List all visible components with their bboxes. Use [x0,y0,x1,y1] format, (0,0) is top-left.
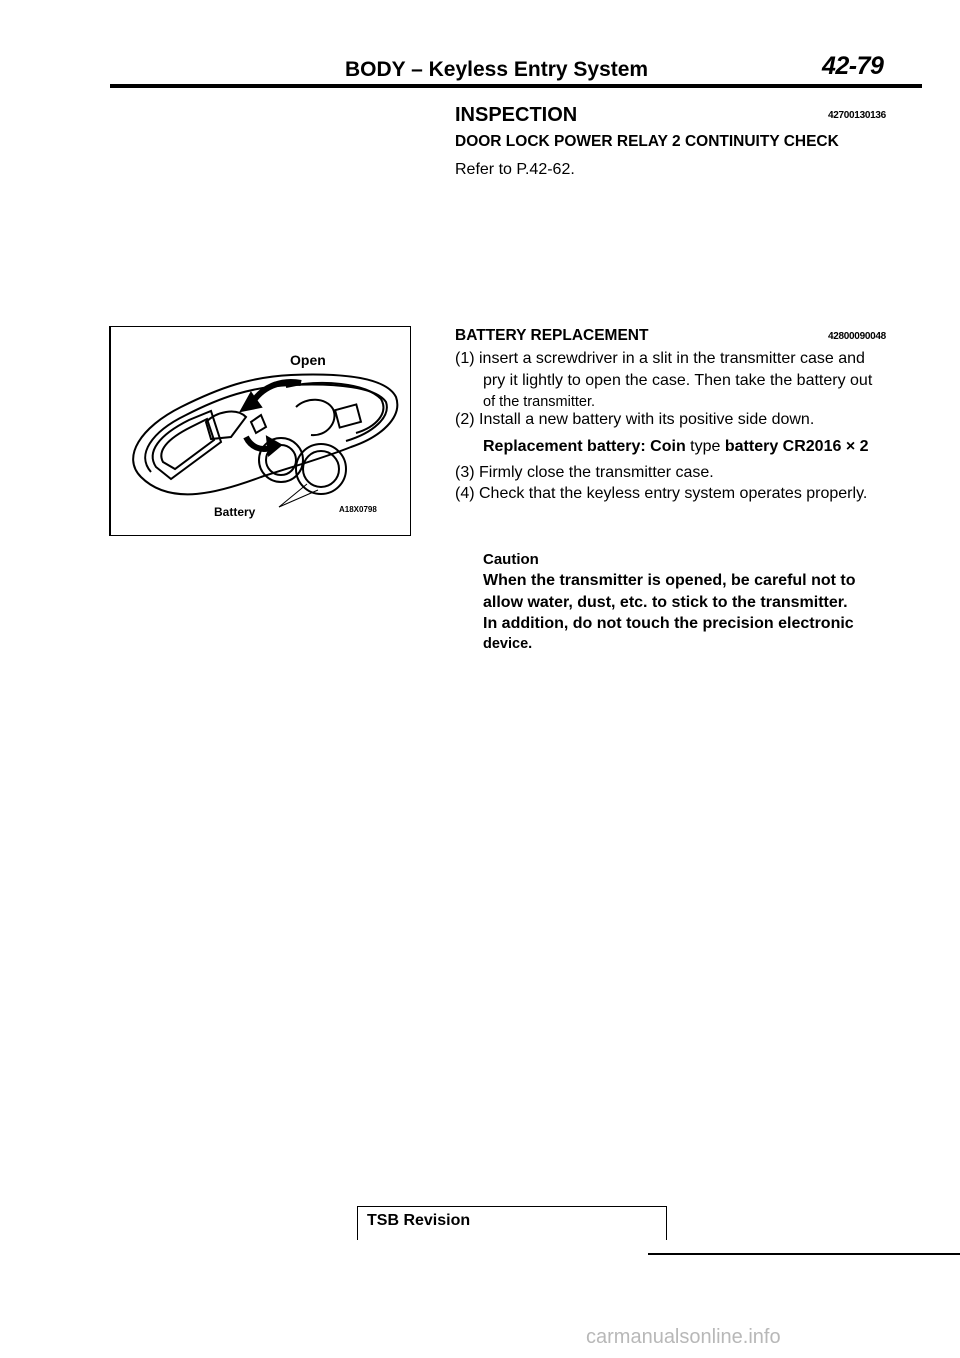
caution-line-3: In addition, do not touch the precision electronic [483,615,854,632]
figure-code: A18X0798 [339,505,377,514]
header-rule [110,84,922,88]
caution-line-4: device. [483,636,533,652]
caution-label: Caution [483,551,539,568]
battery-spec-value: battery CR2016 × 2 [724,438,869,455]
figure-battery-label: Battery [214,505,256,519]
inspection-heading: INSPECTION [455,104,578,126]
step-4: (4) Check that the keyless entry system operates properly. [455,485,868,502]
battery-spec-type: type [690,438,721,455]
inspection-subheading: DOOR LOCK POWER RELAY 2 CONTINUITY CHECK [455,133,839,150]
tsb-revision-label: TSB Revision [367,1212,471,1229]
battery-replacement-heading: BATTERY REPLACEMENT [455,327,649,344]
inspection-refer: Refer to P.42-62. [455,161,575,178]
step-1-line-2: pry it lightly to open the case. Then take the battery out [483,372,873,389]
transmitter-illustration [111,327,411,535]
bottom-rule [648,1253,960,1255]
page-number: 42-79 [822,52,884,80]
battery-spec [483,438,869,456]
step-1-line-1: (1) insert a screwdriver in a slit in the transmitter case and [455,350,865,367]
step-2: (2) Install a new battery with its positive side down. [455,411,815,428]
battery-replacement-code: 42800090048 [828,331,886,342]
battery-spec-label: Replacement battery: Coin [483,438,686,455]
page-header-title: BODY – Keyless Entry System [345,58,649,81]
step-1-line-3: of the transmitter. [483,394,596,410]
figure-open-label: Open [290,352,326,368]
transmitter-figure [109,326,411,536]
caution-line-1: When the transmitter is opened, be careful not to [483,572,856,589]
caution-line-2: allow water, dust, etc. to stick to the transmitter. [483,594,848,611]
watermark: carmanualsonline.info [586,1326,781,1348]
step-3: (3) Firmly close the transmitter case. [455,464,714,481]
inspection-code: 42700130136 [828,110,886,121]
